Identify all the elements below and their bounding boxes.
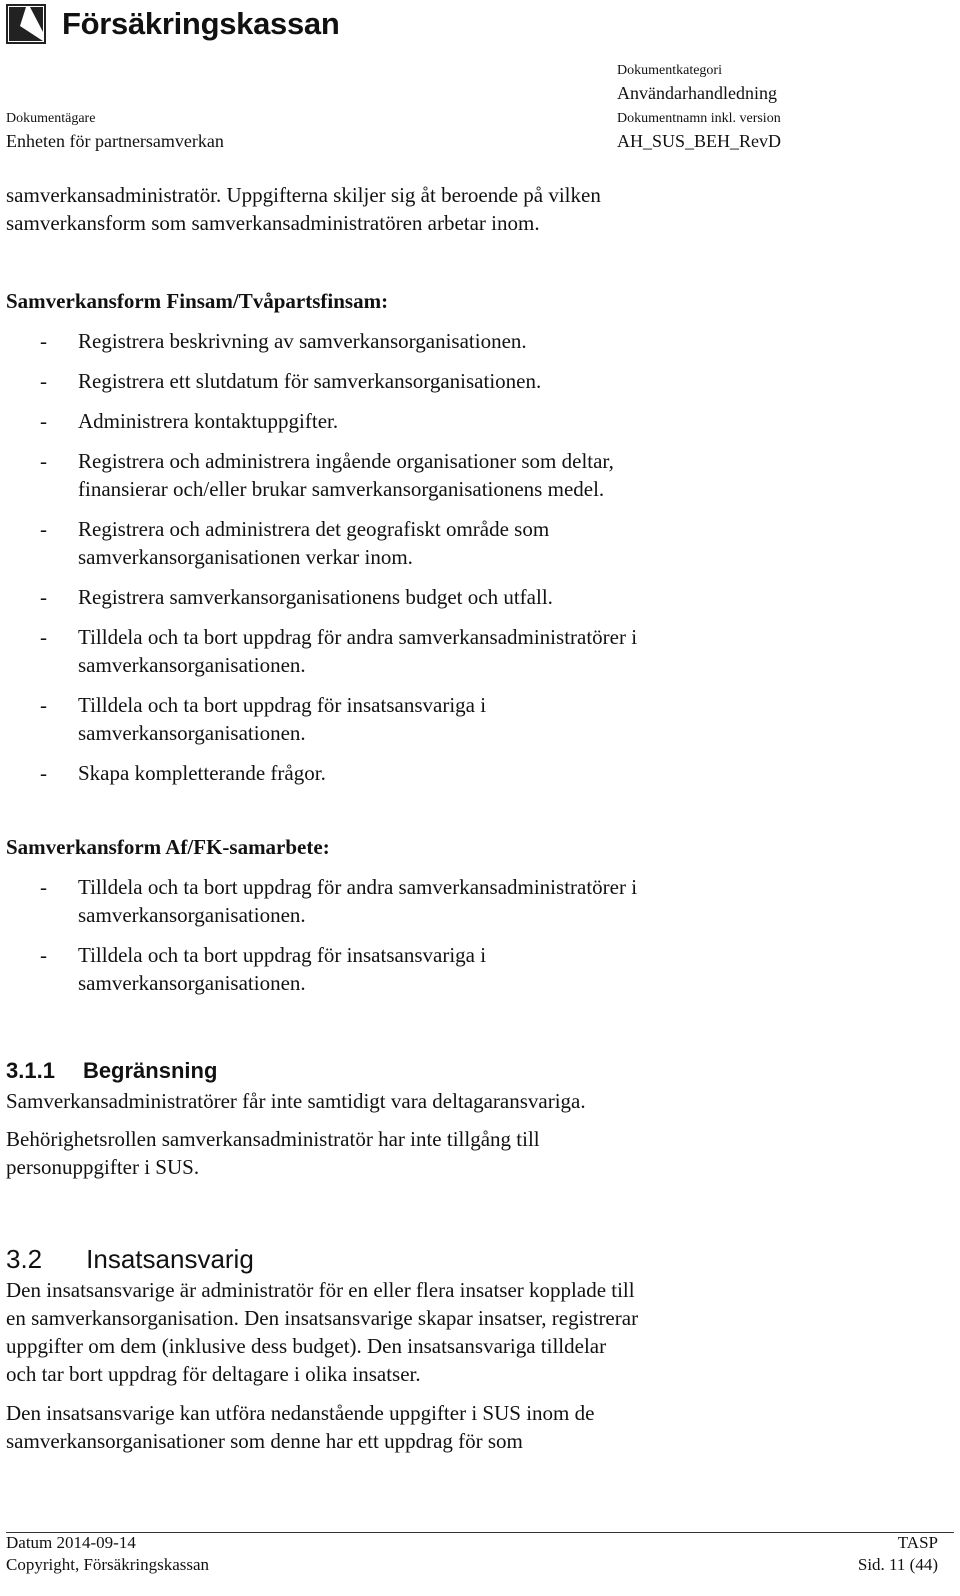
list-item-text: finansierar och/eller brukar samverkansorganisationens medel.: [78, 477, 605, 501]
list-item-text: Registrera och administrera ingående organisationer som deltar,: [78, 449, 614, 473]
footer-page-number: Sid. 11 (44): [857, 1555, 938, 1574]
paragraph-line: Den insatsansvarige är administratör för en eller flera insatser kopplade till: [6, 1278, 635, 1302]
list-item: [6, 407, 906, 435]
owner-label: Dokumentägare: [6, 111, 96, 126]
af-list: [6, 873, 906, 997]
forsakringskassan-logo-icon: [6, 4, 46, 44]
docname-value: AH_SUS_BEH_RevD: [617, 131, 782, 151]
section-heading-3-1-1: [6, 1058, 217, 1084]
list-item-text: Skapa kompletterande frågor.: [78, 761, 326, 785]
list-item-text: samverkansorganisationen.: [78, 903, 306, 927]
list-item: [6, 327, 906, 355]
dash: -: [40, 943, 47, 967]
list-item: [6, 367, 906, 395]
paragraph: [6, 1276, 638, 1388]
dash: -: [40, 625, 47, 649]
section-title: Begränsning: [82, 1058, 218, 1083]
intro-line: samverkansform som samverkansadministratören arbetar inom.: [6, 211, 540, 235]
paragraph-line: Behörighetsrollen samverkansadministratör har inte tillgång till: [6, 1127, 540, 1151]
list-item: [6, 515, 906, 571]
footer-date: Datum 2014-09-14: [6, 1533, 136, 1552]
dash: -: [40, 875, 47, 899]
list-item-text: Tilldela och ta bort uppdrag för andra samverkansadministratörer i: [78, 875, 638, 899]
logo: [6, 2, 340, 46]
dash: -: [40, 449, 47, 473]
paragraph: [6, 1125, 540, 1181]
list-item-text: samverkansorganisationen verkar inom.: [78, 545, 413, 569]
list-item-text: Registrera och administrera det geografiskt område som: [78, 517, 550, 541]
dash: -: [40, 409, 47, 433]
footer-divider: [6, 1532, 954, 1533]
list-item-text: samverkansorganisationen.: [78, 653, 306, 677]
list-item-text: samverkansorganisationen.: [78, 721, 306, 745]
section-number: 3.2: [6, 1244, 43, 1274]
dash: -: [40, 761, 47, 785]
footer-code: TASP: [897, 1533, 938, 1552]
paragraph-line: personuppgifter i SUS.: [6, 1155, 200, 1179]
dash: -: [40, 517, 47, 541]
paragraph: Samverkansadministratörer får inte samtidigt vara deltagaransvariga.: [6, 1089, 586, 1113]
intro-line: samverkansadministratör. Uppgifterna skiljer sig åt beroende på vilken: [6, 183, 601, 207]
list-item: [6, 691, 906, 747]
list-item: [6, 447, 906, 503]
list-item-text: Tilldela och ta bort uppdrag för insatsansvariga i: [78, 943, 487, 967]
list-item-text: Registrera samverkansorganisationens budget och utfall.: [78, 585, 553, 609]
docname-label: Dokumentnamn inkl. version: [617, 111, 781, 126]
finsam-heading: Samverkansform Finsam/Tvåpartsfinsam:: [6, 289, 389, 313]
list-item-text: samverkansorganisationen.: [78, 971, 306, 995]
list-item: [6, 873, 906, 929]
section-title: Insatsansvarig: [86, 1244, 254, 1274]
list-item: [6, 583, 906, 611]
list-item-text: Tilldela och ta bort uppdrag för andra samverkansadministratörer i: [78, 625, 638, 649]
list-item: [6, 941, 906, 997]
paragraph-line: Den insatsansvarige kan utföra nedanstående uppgifter i SUS inom de: [6, 1401, 595, 1425]
dash: -: [40, 693, 47, 717]
af-heading: Samverkansform Af/FK-samarbete:: [6, 835, 330, 859]
category-label: Dokumentkategori: [617, 63, 722, 78]
paragraph-line: samverkansorganisationer som denne har ett uppdrag för som: [6, 1429, 523, 1453]
list-item-text: Administrera kontaktuppgifter.: [78, 409, 339, 433]
dash: -: [40, 329, 47, 353]
list-item: [6, 623, 906, 679]
section-heading-3-2: [6, 1244, 254, 1275]
intro-paragraph: [6, 181, 601, 237]
paragraph-line: uppgifter om dem (inklusive dess budget). Den insatsansvariga tilldelar: [6, 1334, 607, 1358]
list-item: [6, 759, 906, 787]
section-number: 3.1.1: [6, 1058, 55, 1083]
finsam-list: [6, 327, 906, 787]
paragraph-line: en samverkansorganisation. Den insatsansvarige skapar insatser, registrerar: [6, 1306, 639, 1330]
logo-text: Försäkringskassan: [62, 6, 340, 41]
dash: -: [40, 585, 47, 609]
owner-value: Enheten för partnersamverkan: [6, 131, 224, 151]
list-item-text: Registrera ett slutdatum för samverkansorganisationen.: [78, 369, 542, 393]
dash: -: [40, 369, 47, 393]
paragraph: [6, 1399, 594, 1455]
footer-copyright: Copyright, Försäkringskassan: [6, 1555, 210, 1574]
category-value: Användarhandledning: [617, 83, 777, 103]
paragraph-line: och tar bort uppdrag för deltagare i olika insatser.: [6, 1362, 421, 1386]
list-item-text: Tilldela och ta bort uppdrag för insatsansvariga i: [78, 693, 487, 717]
list-item-text: Registrera beskrivning av samverkansorganisationen.: [78, 329, 527, 353]
